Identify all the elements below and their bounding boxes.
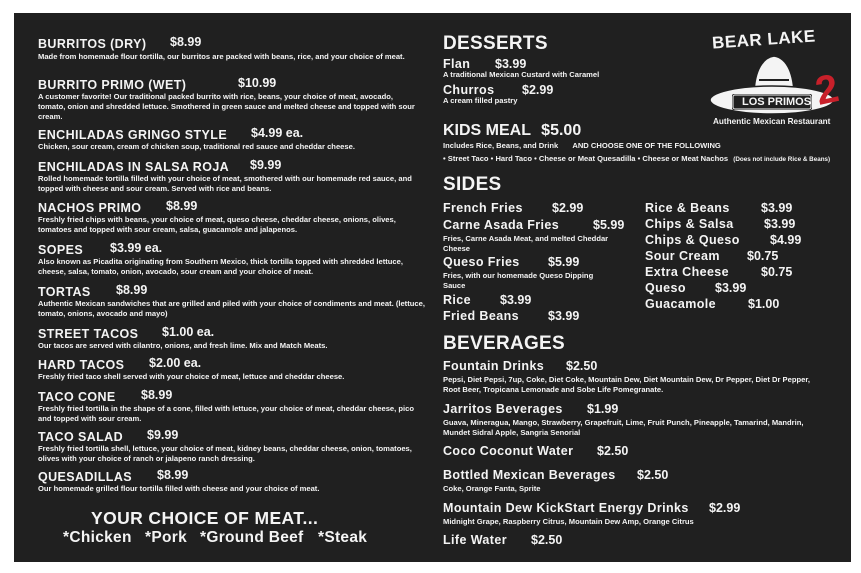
- item-description: Rolled homemade tortilla filled with your choice of meat, smothered with our homemade red sauce, and topped with cheese and sour cream. Served with rice and beans.: [38, 174, 412, 193]
- side-price: $3.99: [761, 201, 793, 215]
- side-price: $0.75: [747, 249, 779, 263]
- item-description: Freshly fried chips with beans, your choice of meat, queso cheese, cheddar cheese, onions, olives, tomatoes and topped with sour cream, salsa, guacamole and jalapenos.: [38, 215, 396, 234]
- side-description: Fries, Carne Asada Meat, and melted Cheddar Cheese: [443, 234, 609, 253]
- side-name: French Fries: [443, 201, 523, 215]
- item-price: $9.99: [147, 428, 179, 442]
- item-description: Our homemade grilled flour tortilla filled with cheese and your choice of meat.: [38, 484, 320, 493]
- kids-price: $5.00: [541, 122, 582, 139]
- beverage-price: $2.50: [637, 468, 669, 482]
- beverage-name: Life Water: [443, 533, 507, 547]
- item-name: TACO SALAD: [38, 430, 124, 444]
- item-price: $1.00 ea.: [162, 325, 215, 339]
- meat-option: *Chicken: [63, 529, 132, 546]
- logo-top-text: BEAR LAKE: [711, 26, 817, 53]
- beverage-name: Jarritos Beverages: [443, 402, 563, 416]
- item-name: TACO CONE: [38, 390, 116, 404]
- beverage-price: $2.50: [566, 359, 598, 373]
- dessert-price: $2.99: [522, 83, 554, 97]
- beverage-name: Coco Coconut Water: [443, 444, 574, 458]
- item-description: Freshly fried taco shell served with your choice of meat, lettuce and cheddar cheese.: [38, 372, 345, 381]
- beverage-name: Bottled Mexican Beverages: [443, 468, 616, 482]
- kids-includes: [443, 141, 721, 151]
- sides-heading: SIDES: [443, 174, 502, 195]
- side-name: Rice & Beans: [645, 201, 730, 215]
- item-description: Chicken, sour cream, cream of chicken soup, traditional red sauce and cheddar cheese.: [38, 142, 355, 151]
- beverages-heading: BEVERAGES: [443, 333, 566, 354]
- dessert-description: A traditional Mexican Custard with Caramel: [443, 70, 600, 79]
- kids-options-text: • Street Taco • Hard Taco • Cheese or Meat Quesadilla • Cheese or Meat Nachos: [443, 154, 729, 163]
- side-price: $3.99: [764, 217, 796, 231]
- item-price: $8.99: [116, 283, 148, 297]
- menu-board: [14, 13, 851, 562]
- item-description: Authentic Mexican sandwiches that are grilled and piled with your choice of condiments and meat. (lettuce, tomato, onions, avocado and mayo): [38, 299, 425, 318]
- beverage-description: Coke, Orange Fanta, Sprite: [443, 484, 541, 493]
- meat-heading: YOUR CHOICE OF MEAT...: [91, 508, 319, 528]
- side-price: $1.00: [748, 297, 780, 311]
- logo-number: 2: [811, 66, 843, 114]
- dessert-description: A cream filled pastry: [443, 96, 518, 105]
- meat-option: *Pork: [145, 529, 187, 546]
- item-price: $8.99: [166, 199, 198, 213]
- side-name: Fried Beans: [443, 309, 519, 323]
- kids-includes-text: Includes Rice, Beans, and Drink: [443, 141, 559, 150]
- item-name: HARD TACOS: [38, 358, 125, 372]
- item-price: $3.99 ea.: [110, 241, 163, 255]
- side-description: Fries, with our homemade Queso Dipping Sauce: [443, 271, 594, 290]
- side-name: Rice: [443, 293, 472, 307]
- kids-options: [443, 154, 830, 165]
- desserts-heading: DESSERTS: [443, 33, 548, 54]
- beverage-price: $2.50: [531, 533, 563, 547]
- menu-item: [38, 35, 146, 53]
- item-price: $8.99: [157, 468, 189, 482]
- kids-heading: [443, 122, 581, 140]
- item-name: STREET TACOS: [38, 327, 139, 341]
- dessert-name: Flan: [443, 57, 471, 71]
- item-price: $10.99: [238, 76, 277, 90]
- beverage-price: $2.99: [709, 501, 741, 515]
- item-description: Also known as Picadita originating from Southern Mexico, thick tortilla topped with shredded lettuce, cheese, salsa, tomato, onion, avocado, sour cream and your choice of meat.: [38, 257, 403, 276]
- item-name: QUESADILLAS: [38, 470, 132, 484]
- item-name: ENCHILADAS GRINGO STYLE: [38, 128, 228, 142]
- item-description: Freshly fried tortilla shell, lettuce, your choice of meat, kidney beans, cheddar cheese, onion, tomatoes, olives with your choice of ranch or jalapeno ranch dressing.: [38, 444, 412, 463]
- item-name: ENCHILADAS IN SALSA ROJA: [38, 160, 230, 174]
- side-name: Queso Fries: [443, 255, 520, 269]
- kids-note: (Does not include Rice & Beans): [733, 156, 831, 163]
- kids-choose-text: AND CHOOSE ONE OF THE FOLLOWING: [572, 141, 721, 150]
- side-name: Guacamole: [645, 297, 716, 311]
- beverage-name: Fountain Drinks: [443, 359, 545, 373]
- item-price: $8.99: [170, 35, 202, 49]
- item-price: $2.00 ea.: [149, 356, 202, 370]
- meat-option: *Ground Beef: [200, 529, 304, 546]
- beverage-price: $1.99: [587, 402, 619, 416]
- side-price: $2.99: [552, 201, 584, 215]
- item-price: $4.99 ea.: [251, 126, 304, 140]
- dessert-name: Churros: [443, 83, 495, 97]
- side-price: $3.99: [715, 281, 747, 295]
- item-description: Made from homemade flour tortilla, our burritos are packed with beans, rice, and your choice of meat.: [38, 52, 405, 61]
- side-name: Chips & Salsa: [645, 217, 734, 231]
- beverage-price: $2.50: [597, 444, 629, 458]
- side-price: $5.99: [593, 218, 625, 232]
- logo-banner-text: LOS PRIMOS: [742, 96, 812, 108]
- side-name: Sour Cream: [645, 249, 720, 263]
- side-price: $3.99: [500, 293, 532, 307]
- side-price: $4.99: [770, 233, 802, 247]
- beverage-name: Mountain Dew KickStart Energy Drinks: [443, 501, 689, 515]
- item-price: $8.99: [141, 388, 173, 402]
- beverage-description: Midnight Grape, Raspberry Citrus, Mountain Dew Amp, Orange Citrus: [443, 517, 694, 526]
- side-price: $5.99: [548, 255, 580, 269]
- side-name: Extra Cheese: [645, 265, 730, 279]
- kids-title: KIDS MEAL: [443, 122, 531, 139]
- item-price: $9.99: [250, 158, 282, 172]
- side-name: Carne Asada Fries: [443, 218, 560, 232]
- dessert-price: $3.99: [495, 57, 527, 71]
- item-name: TORTAS: [38, 285, 91, 299]
- side-name: Queso: [645, 281, 686, 295]
- item-name: BURRITO PRIMO (WET): [38, 78, 187, 92]
- item-description: Our tacos are served with cilantro, onions, and fresh lime. Mix and Match Meats.: [38, 341, 328, 350]
- item-name: SOPES: [38, 243, 84, 257]
- beverage-description: Pepsi, Diet Pepsi, 7up, Coke, Diet Coke, Mountain Dew, Diet Mountain Dew, Dr Pepper, Diet Dr Pepper, Root Beer, Tropicana Lemonade and Sobe Life Pomegranate.: [443, 375, 810, 394]
- item-name: NACHOS PRIMO: [38, 201, 142, 215]
- beverage-description: Guava, Mineragua, Mango, Strawberry, Grapefruit, Lime, Fruit Punch, Pineapple, Tamarind, Mandrin, Mundet Sidral Apple, Sangria Senorial: [443, 418, 804, 437]
- restaurant-logo: [702, 26, 843, 140]
- logo-tagline: Authentic Mexican Restaurant: [713, 117, 831, 126]
- meat-option: *Steak: [318, 529, 368, 546]
- side-name: Chips & Queso: [645, 233, 740, 247]
- item-description: A customer favorite! Our traditional packed burrito with rice, beans, your choice of meat, avocado, tomato, onion and shredded lettuce. Smothered in green sauce and melted cheese and topped with sour cream.: [38, 92, 415, 121]
- side-price: $0.75: [761, 265, 793, 279]
- item-name: BURRITOS (DRY): [38, 37, 147, 51]
- item-description: Freshly fried tortilla in the shape of a cone, filled with lettuce, your choice of meat, cheddar cheese, pico and topped with sour cream.: [38, 404, 414, 423]
- side-price: $3.99: [548, 309, 580, 323]
